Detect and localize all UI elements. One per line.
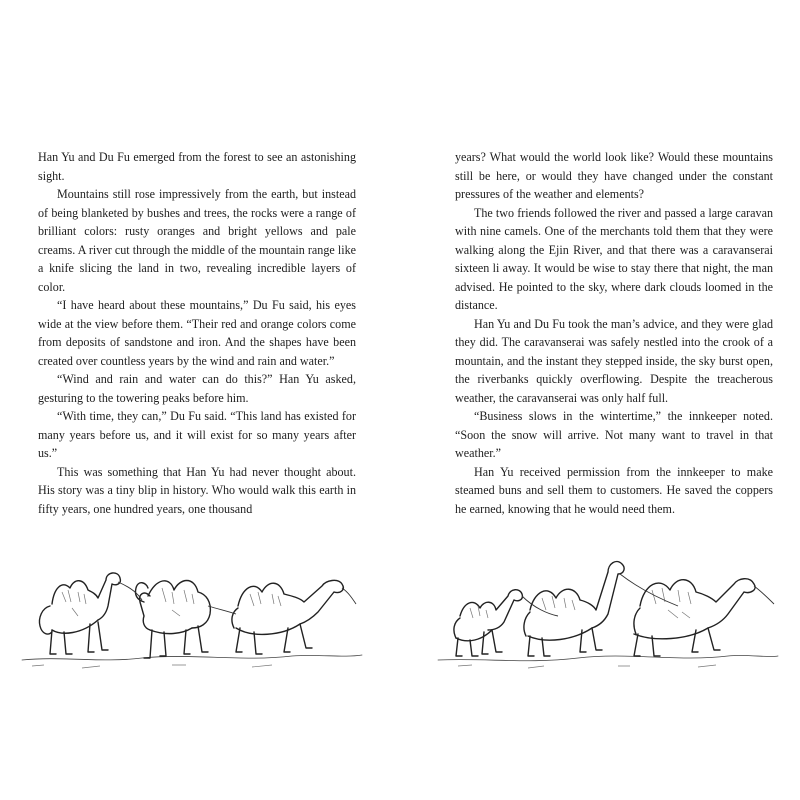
camel-2 [135, 581, 210, 659]
paragraph: “With time, they can,” Du Fu said. “This land has existed for many years before us, and it will exist for so many years after us.” [38, 409, 356, 460]
camel-3 [634, 579, 755, 656]
camel-caravan-illustration [438, 548, 778, 678]
camel-3 [232, 580, 343, 654]
paragraph: “Wind and rain and water can do this?” Han Yu asked, gesturing to the towering peaks before him. [38, 372, 356, 405]
paragraph: This was something that Han Yu had never thought about. His story was a tiny blip in history. Who would walk this earth in fifty years, one hundred years, one thousand [38, 464, 356, 516]
paragraph: “I have heard about these mountains,” Du Fu said, his eyes wide at the view before them. “Their red and orange colors come from deposits of sandstone and iron. And the shapes have been created over countless years by the wind and rain and water.” [38, 298, 356, 368]
paragraph: Han Yu and Du Fu emerged from the forest to see an astonishing sight. [38, 150, 356, 183]
paragraph: Mountains still rose impressively from the earth, but instead of being blanketed by bushes and trees, the rocks were a range of brilliant colors: rusty oranges and bright yellows and pale creams. A river cut through the middle of the mountain range like a knife slicing the land in two, revealing incredible layers of color. [38, 187, 356, 294]
right-page-text [455, 148, 773, 518]
camel-1 [39, 573, 120, 654]
camel-1 [454, 590, 522, 656]
camel-caravan-illustration [22, 548, 362, 678]
left-page-text [38, 148, 356, 518]
paragraph: Han Yu and Du Fu took the man’s advice, and they were glad they did. The caravanserai was safely nestled into the crook of a mountain, and the instant they stepped inside, the sky burst open, the riverbanks quickly overflowing. Despite the treacherous weather, the caravanserai was only half full. [455, 316, 773, 405]
paragraph: years? What would the world look like? Would these mountains still be here, or would they have changed under the constant pressures of the weather and elements? [455, 150, 773, 201]
right-page [400, 0, 800, 800]
paragraph: The two friends followed the river and passed a large caravan with nine camels. One of the merchants told them that they were walking along the Ejin River, and that there was a caravanserai sixteen li away. It would be wise to stay there that night, the man advised. He pointed to the sky, where dark clouds loomed in the distance. [455, 205, 773, 312]
paragraph: Han Yu received permission from the innkeeper to make steamed buns and sell them to customers. He saved the coppers he earned, knowing that he would need them. [455, 464, 773, 516]
paragraph: “Business slows in the wintertime,” the innkeeper noted. “Soon the snow will arrive. Not many want to travel in that weather.” [455, 409, 773, 460]
